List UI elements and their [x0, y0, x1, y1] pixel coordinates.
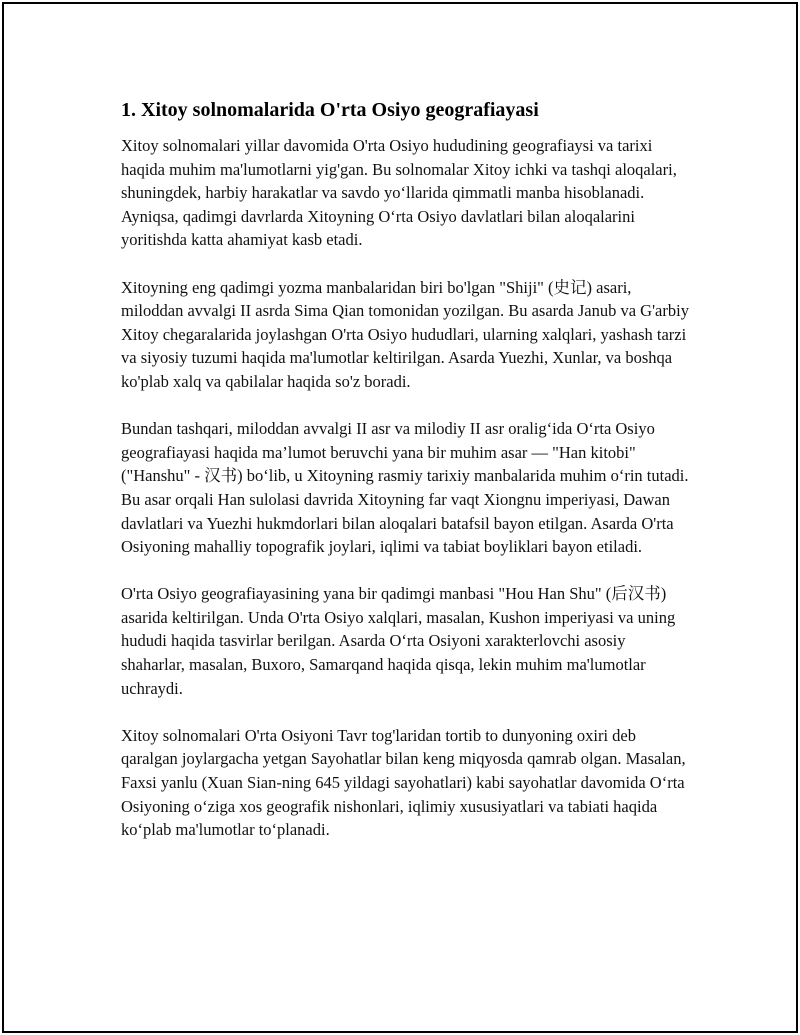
document-page: [2, 2, 798, 1033]
paragraph-5: Xitoy solnomalari O'rta Osiyoni Tavr tog'laridan tortib to dunyoning oxiri deb qaralgan joylargacha yetgan Sayohatlar bilan keng miqyosda qamrab olgan. Masalan, Faxsi yanlu (Xuan Sian-ning 645 yildagi sayohatlari) kabi sayohatlar davomida O‘rta Osiyoning o‘ziga xos geografik nishonlari, iqlimiy xususiyatlari va tabiati haqida ko‘plab ma'lumotlar to‘planadi.: [121, 725, 686, 840]
paragraph-2: Xitoyning eng qadimgi yozma manbalaridan biri bo'lgan "Shiji" (史记) asari, miloddan avvalgi II asrda Sima Qian tomonidan yozilgan. Bu asarda Janub va G'arbiy Xitoy chegaralarida joylashgan O'rta Osiyo hududlari, ularning xalqlari, yashash tarzi va siyosiy tuzumi haqida ma'lumotlar keltirilgan. Asarda Yuezhi, Xunlar, va boshqa ko'plab xalq va qabilalar haqida so'z boradi.: [121, 277, 689, 391]
section-heading: 1. Xitoy solnomalarida O'rta Osiyo geografiayasi: [121, 99, 539, 121]
paragraph-1: Xitoy solnomalari yillar davomida O'rta Osiyo hududining geografiaysi va tarixi haqida muhim ma'lumotlarni yig'gan. Bu solnomalar Xitoy ichki va tashqi aloqalari, shuningdek, harbiy harakatlar va savdo yo‘llarida qimmatli manba hisoblanadi. Ayniqsa, qadimgi davrlarda Xitoyning O‘rta Osiyo davlatlari bilan aloqalarini yoritishda katta ahamiyat kasb etadi.: [121, 136, 677, 250]
paragraph-4: O'rta Osiyo geografiayasining yana bir qadimgi manbasi "Hou Han Shu" (后汉书) asarida keltirilgan. Unda O'rta Osiyo xalqlari, masalan, Kushon imperiyasi va uning hududi haqida tasvirlar berilgan. Asarda O‘rta Osiyoni xarakterlovchi asosiy shaharlar, masalan, Buxoro, Samarqand haqida qisqa, lekin muhim ma'lumotlar uchraydi.: [121, 584, 676, 698]
document-body: [121, 97, 691, 865]
paragraph-3: Bundan tashqari, miloddan avvalgi II asr va milodiy II asr oralig‘ida O‘rta Osiyo geografiayasi haqida ma’lumot beruvchi yana bir muhim asar — "Han kitobi" ("Hanshu" - 汉书) bo‘lib, u Xitoyning rasmiy tarixiy manbalarida muhim o‘rin tutadi. Bu asar orqali Han sulolasi davrida Xitoyning far vaqt Xiongnu imperiyasi, Dawan davlatlari va Yuezhi hukmdorlari bilan aloqalari batafsil bayon etilgan. Asarda O'rta Osiyoning mahalliy topografik joylari, iqlimi va tabiat boyliklari bayon etiladi.: [121, 419, 689, 557]
